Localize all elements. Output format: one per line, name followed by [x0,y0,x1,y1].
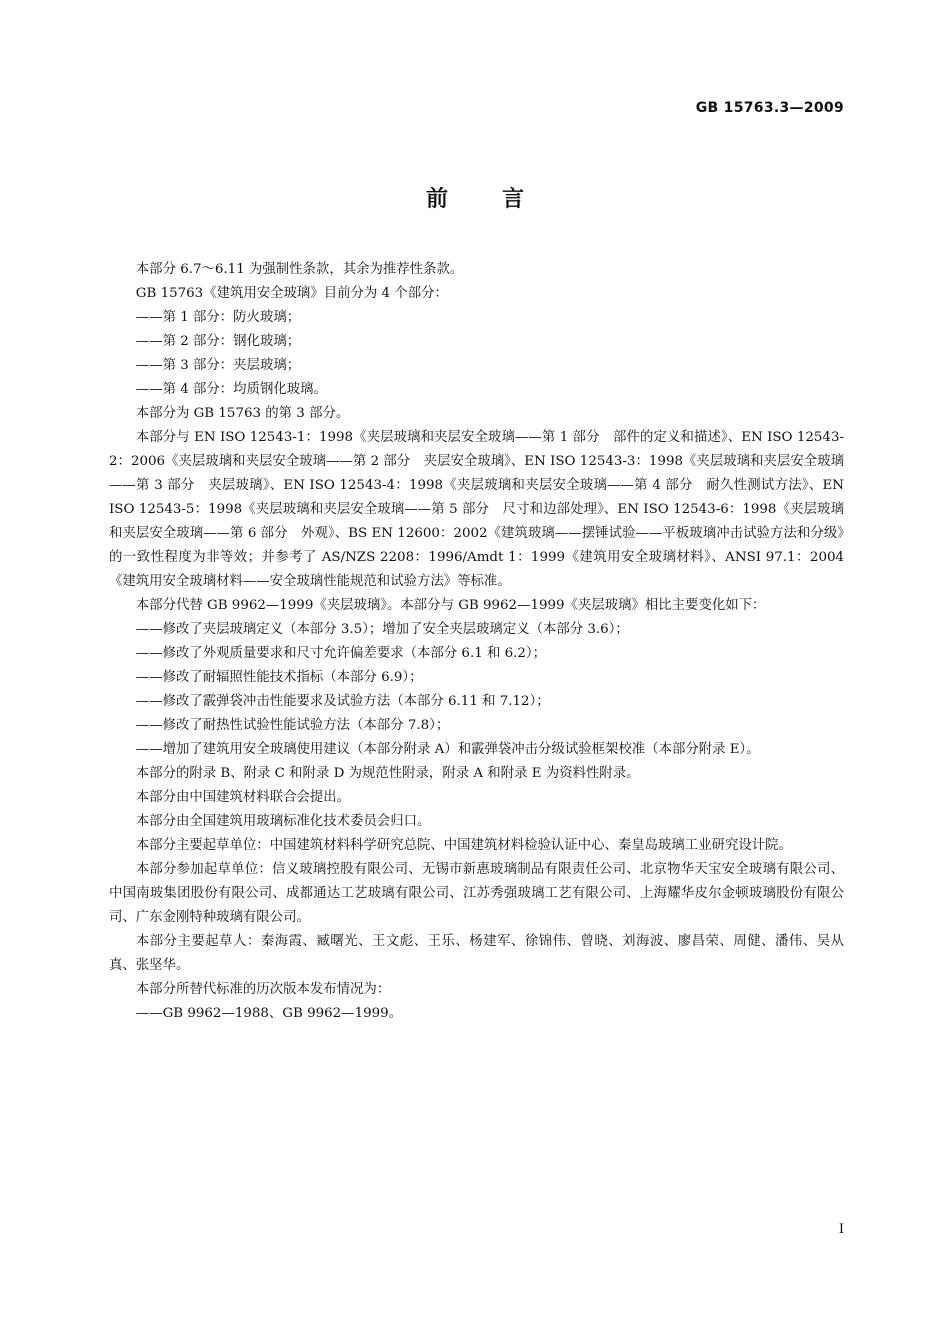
paragraph-main-drafters-org: 本部分主要起草单位：中国建筑材料科学研究总院、中国建筑材料检验认证中心、秦皇岛玻璃工业研究设计院。 [135,838,792,853]
list-item-change-1: ——修改了夹层玻璃定义（本部分 3.5）；增加了安全夹层玻璃定义（本部分 3.6）； [135,622,629,637]
paragraph-parts-intro: GB 15763《建筑用安全玻璃》目前分为 4 个部分： [135,286,448,301]
standard-code: GB 15763.3—2009 [695,100,844,116]
paragraph-proposed-by: 本部分由中国建筑材料联合会提出。 [135,790,351,805]
paragraph-consistency: 本部分与 EN ISO 12543-1：1998《夹层玻璃和夹层安全玻璃——第 1 部分 部件的定义和描述》、EN ISO 12543-2：2006《夹层玻璃和夹层安全玻璃——第 2 部分 夹层安全玻璃》、EN ISO 12543-3：1998《夹层玻璃和夹层安全玻璃——第 3 部分 夹层玻璃》、EN ISO 12543-4：1998《夹层玻璃和夹层安全玻璃——第 4 部分 耐久性测试方法》、EN ISO 12543-5：1998《夹层玻璃和夹层安全玻璃——第 5 部分 尺寸和边部处理》、EN ISO 12543-6：1998《夹层玻璃和夹层安全玻璃——第 6 部分 外观》、BS EN 12600：2002《建筑玻璃——摆锤试验——平板玻璃冲击试验方法和分级》的一致性程度为非等效；并参考了 AS/NZS 2208：1996/Amdt 1：1999《建筑用安全玻璃材料》、ANSI 97.1：2004《建筑用安全玻璃材料——安全玻璃性能规范和试验方法》等标准。 [109,430,844,589]
list-item-part-3: ——第 3 部分：夹层玻璃； [135,358,301,373]
list-item-change-3: ——修改了耐辐照性能技术指标（本部分 6.9）； [135,670,423,685]
paragraph-main-drafters: 本部分主要起草人：秦海霞、臧曙光、王文彪、王乐、杨建军、徐锦伟、曾晓、刘海波、廖昌荣、周健、潘伟、吴从真、张坚华。 [109,934,844,973]
paragraph-participating-orgs: 本部分参加起草单位：信义玻璃控股有限公司、无锡市新惠玻璃制品有限责任公司、北京物华天宝安全玻璃有限公司、中国南玻集团股份有限公司、成都通达工艺玻璃有限公司、江苏秀强玻璃工艺有限公司、上海耀华皮尔金顿玻璃股份有限公司、广东金刚特种玻璃有限公司。 [109,862,844,925]
document-body [109,258,844,1026]
list-item-history: ——GB 9962—1988、GB 9962—1999。 [135,1006,403,1021]
list-item-part-2: ——第 2 部分：钢化玻璃； [135,334,301,349]
list-item-change-6: ——增加了建筑用安全玻璃使用建议（本部分附录 A）和霰弹袋冲击分级试验框架校准（本部分附录 E）。 [135,742,760,757]
list-item-part-4: ——第 4 部分：均质钢化玻璃。 [135,382,327,397]
list-item-change-2: ——修改了外观质量要求和尺寸允许偏差要求（本部分 6.1 和 6.2）； [135,646,547,661]
page-title: 前言 [425,187,578,212]
paragraph-mandatory-clauses: 本部分 6.7～6.11 为强制性条款，其余为推荐性条款。 [135,262,464,277]
paragraph-history-intro: 本部分所替代标准的历次版本发布情况为： [135,982,391,997]
paragraph-centralized-by: 本部分由全国建筑用玻璃标准化技术委员会归口。 [135,814,431,829]
paragraph-replaces: 本部分代替 GB 9962—1999《夹层玻璃》。本部分与 GB 9962—1999《夹层玻璃》相比主要变化如下： [135,598,766,613]
page-number: I [838,1222,844,1237]
list-item-part-1: ——第 1 部分：防火玻璃； [135,310,301,325]
list-item-change-4: ——修改了霰弹袋冲击性能要求及试验方法（本部分 6.11 和 7.12）； [135,694,550,709]
paragraph-part-number: 本部分为 GB 15763 的第 3 部分。 [135,406,350,421]
list-item-change-5: ——修改了耐热性试验性能试验方法（本部分 7.8）； [135,718,450,733]
paragraph-annexes: 本部分的附录 B、附录 C 和附录 D 为规范性附录，附录 A 和附录 E 为资料性附录。 [135,766,640,781]
